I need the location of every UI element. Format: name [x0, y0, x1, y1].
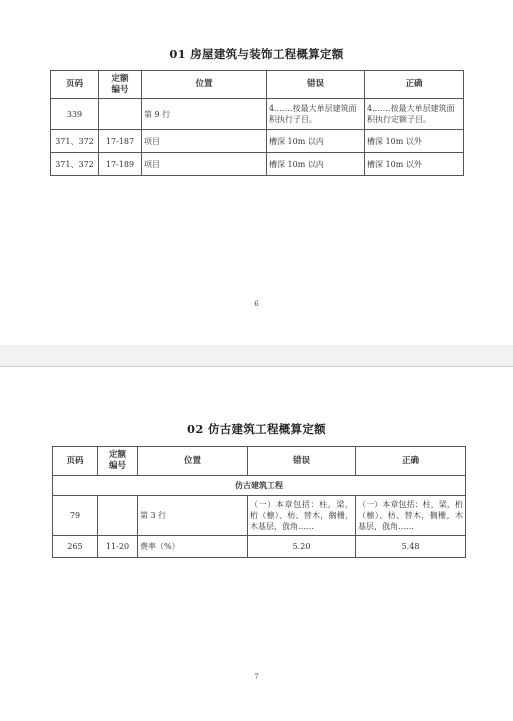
table-row: [51, 99, 464, 130]
cell-code: 17-187: [99, 130, 142, 153]
cell-code: [99, 99, 142, 130]
page-number: 6: [254, 300, 259, 308]
cell-right: 槽深 10m 以外: [365, 130, 464, 153]
cell-wrong: 4.……按最大单层建筑面积执行子目。: [267, 99, 365, 130]
header-page: 页码: [51, 71, 99, 99]
cell-page: 339: [51, 99, 99, 130]
cell-wrong: （一）本章包括：柱，梁，桁（檩）、枋、替木，搁栅，木基层，戗角……: [248, 496, 356, 536]
header-position: 位置: [142, 71, 267, 99]
cell-wrong: 槽深 10m 以内: [267, 153, 365, 176]
table-row: [53, 496, 466, 536]
cell-position: 第 9 行: [142, 99, 267, 130]
table-row: [51, 130, 464, 153]
errata-table: [50, 70, 464, 176]
page-gap: [0, 345, 513, 366]
cell-page: 79: [53, 496, 98, 536]
table-row: [51, 153, 464, 176]
cell-right: 5.48: [356, 536, 466, 558]
cell-right: 槽深 10m 以外: [365, 153, 464, 176]
cell-position: 项目: [142, 153, 267, 176]
section-row: [53, 476, 466, 496]
cell-position: 费率（%）: [138, 536, 248, 558]
header-position: 位置: [138, 447, 248, 476]
table-header-row: [53, 447, 466, 476]
cell-position: 第 3 行: [138, 496, 248, 536]
header-wrong: 错误: [267, 71, 365, 99]
document-page-2: [0, 366, 513, 721]
cell-code: 17-189: [99, 153, 142, 176]
header-page: 页码: [53, 447, 98, 476]
cell-page: 265: [53, 536, 98, 558]
header-right: 正确: [365, 71, 464, 99]
errata-table: [52, 446, 466, 558]
cell-wrong: 槽深 10m 以内: [267, 130, 365, 153]
header-code: 定额 编号: [99, 71, 142, 99]
cell-right: （一）本章包括：柱，梁，桁（檩）、枋、替木，搁栅，木基层，戗角……: [356, 496, 466, 536]
section-title: 仿古建筑工程: [53, 476, 466, 496]
cell-code: 11-20: [98, 536, 138, 558]
cell-code: [98, 496, 138, 536]
cell-page: 371、372: [51, 130, 99, 153]
header-wrong: 错误: [248, 447, 356, 476]
cell-position: 项目: [142, 130, 267, 153]
header-right: 正确: [356, 447, 466, 476]
page-title: 02 仿古建筑工程概算定额: [187, 422, 326, 436]
cell-wrong: 5.20: [248, 536, 356, 558]
cell-page: 371、372: [51, 153, 99, 176]
page-number: 7: [254, 673, 259, 681]
cell-right: 4.……按最大单层建筑面积执行定额子目。: [365, 99, 464, 130]
document-page-1: [0, 0, 513, 346]
page-title: 01 房屋建筑与装饰工程概算定额: [169, 47, 344, 61]
table-header-row: [51, 71, 464, 99]
header-code: 定额 编号: [98, 447, 138, 476]
table-row: [53, 536, 466, 558]
